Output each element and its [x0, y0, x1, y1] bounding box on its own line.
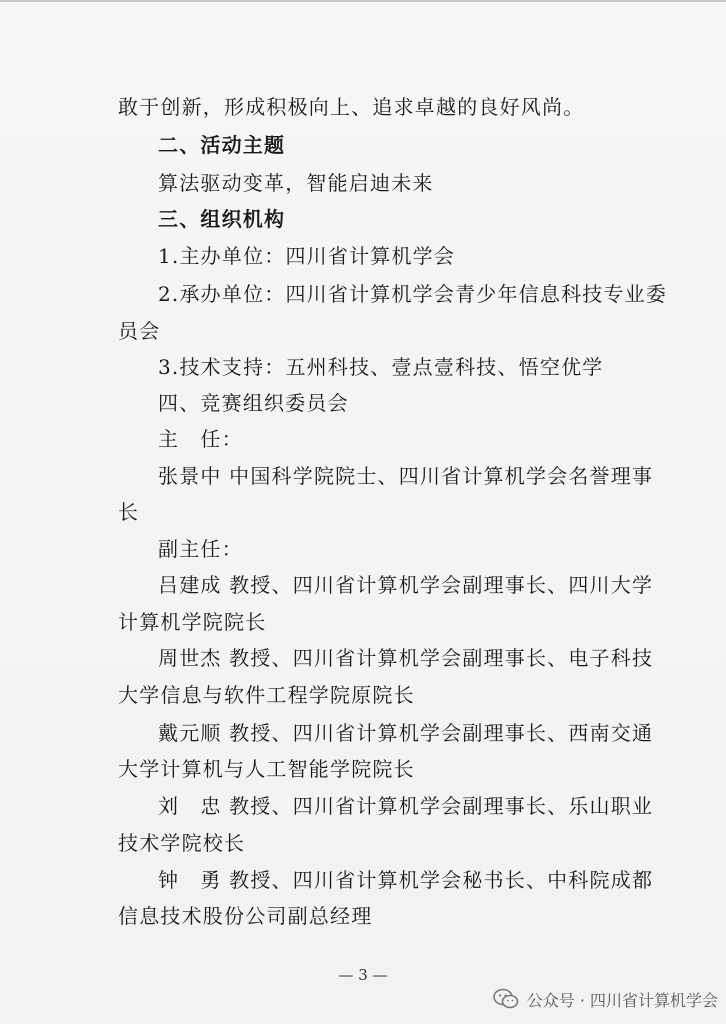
- body-line: 钟 勇 教授、四川省计算机学会秘书长、中科院成都: [158, 868, 654, 892]
- watermark-text: 公众号 · 四川省计算机学会: [526, 990, 718, 1010]
- body-line: 大学计算机与人工智能学院院长: [118, 757, 415, 781]
- section-heading-organization: 三、组织机构: [158, 207, 286, 231]
- body-line: 3.技术支持：五州科技、壹点壹科技、悟空优学: [158, 355, 604, 379]
- body-line: 戴元顺 教授、四川省计算机学会副理事长、西南交通: [158, 721, 654, 745]
- body-line: 员会: [118, 319, 161, 343]
- body-line: 主 任：: [158, 427, 243, 451]
- body-line: 算法驱动变革，智能启迪未来: [158, 171, 434, 195]
- section-heading-theme: 二、活动主题: [158, 133, 286, 157]
- body-line: 大学信息与软件工程学院原院长: [118, 683, 415, 707]
- body-line: 刘 忠 教授、四川省计算机学会副理事长、乐山职业: [158, 794, 654, 818]
- body-line: 计算机学院院长: [118, 610, 267, 634]
- body-line: 张景中 中国科学院院士、四川省计算机学会名誉理事: [158, 464, 654, 488]
- body-line: 技术学院校长: [118, 831, 246, 855]
- body-line: 长: [118, 500, 140, 524]
- body-line: 副主任：: [158, 537, 243, 561]
- wechat-watermark: [493, 984, 718, 1014]
- body-line: 吕建成 教授、四川省计算机学会副理事长、四川大学: [158, 573, 654, 597]
- body-line: 1.主办单位：四川省计算机学会: [158, 244, 456, 268]
- page-number: — 3 —: [338, 966, 388, 984]
- wechat-icon: [493, 988, 519, 1010]
- body-line: 周世杰 教授、四川省计算机学会副理事长、电子科技: [158, 646, 654, 670]
- body-line: 四、竞赛组织委员会: [158, 391, 349, 415]
- body-line: 信息技术股份公司副总经理: [118, 904, 373, 928]
- body-line: 敢于创新，形成积极向上、追求卓越的良好风尚。: [118, 95, 585, 119]
- page-top-edge: [0, 0, 726, 2]
- body-line: 2.承办单位：四川省计算机学会青少年信息科技专业委: [158, 282, 668, 306]
